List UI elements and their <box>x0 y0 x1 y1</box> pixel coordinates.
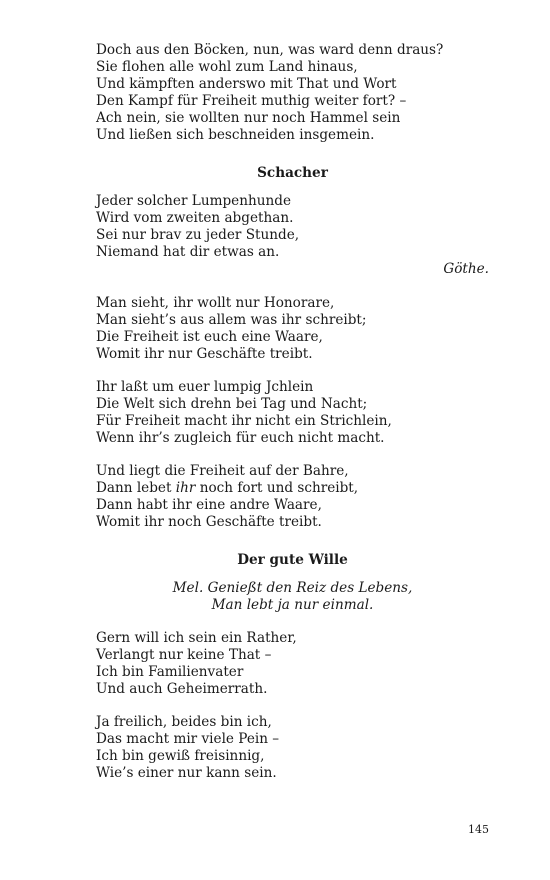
poem-title: Der gute Wille <box>237 552 348 568</box>
motto-line: Sei nur brav zu jeder Stunde, <box>96 227 300 243</box>
verse-line: Doch aus den Böcken, nun, was ward denn draus? <box>96 42 444 58</box>
verse-line: Dann habt ihr eine andre Waare, <box>96 497 322 513</box>
verse-line: Sie flohen alle wohl zum Land hinaus, <box>96 59 358 75</box>
verse-text: noch fort und schreibt, <box>195 480 359 496</box>
verse-line: Man sieht’s aus allem was ihr schreibt; <box>96 312 367 328</box>
verse-line: Und kämpften anderswo mit That und Wort <box>96 76 397 92</box>
verse-line: Und liegt die Freiheit auf der Bahre, <box>96 463 349 479</box>
verse-text: Dann lebet <box>96 480 176 496</box>
verse-line: Ich bin Familienvater <box>96 664 244 680</box>
verse-line: Wenn ihr’s zugleich für euch nicht macht. <box>96 430 385 446</box>
motto-author: Göthe. <box>443 261 489 277</box>
verse-line: Gern will ich sein ein Rather, <box>96 630 297 646</box>
poem-title: Schacher <box>257 165 328 181</box>
verse-line: Wie’s einer nur kann sein. <box>96 765 277 781</box>
motto-line: Wird vom zweiten abgethan. <box>96 210 294 226</box>
verse-line <box>96 480 496 497</box>
melody-line: Mel. Genießt den Reiz des Lebens, <box>172 580 413 596</box>
verse-line: Und auch Geheimerrath. <box>96 681 268 697</box>
verse-line: Ich bin gewiß freisinnig, <box>96 748 265 764</box>
verse-line: Und ließen sich beschneiden insgemein. <box>96 127 375 143</box>
verse-line: Die Freiheit ist euch eine Waare, <box>96 329 323 345</box>
verse-line: Den Kampf für Freiheit muthig weiter fort? – <box>96 93 407 109</box>
verse-line: Ach nein, sie wollten nur noch Hammel sein <box>96 110 401 126</box>
verse-line: Ja freilich, beides bin ich, <box>96 714 272 730</box>
emphasized-word: ihr <box>175 480 196 496</box>
verse-line: Womit ihr nur Geschäfte treibt. <box>96 346 313 362</box>
motto-line: Niemand hat dir etwas an. <box>96 244 280 260</box>
verse-line: Womit ihr noch Geschäfte treibt. <box>96 514 322 530</box>
verse-line: Die Welt sich drehn bei Tag und Nacht; <box>96 396 368 412</box>
motto-line: Jeder solcher Lumpenhunde <box>96 193 291 209</box>
verse-line: Das macht mir viele Pein – <box>96 731 280 747</box>
verse-line: Für Freiheit macht ihr nicht ein Strichlein, <box>96 413 392 429</box>
melody-line: Man lebt ja nur einmal. <box>211 597 374 613</box>
verse-line: Man sieht, ihr wollt nur Honorare, <box>96 295 335 311</box>
verse-line: Verlangt nur keine That – <box>96 647 272 663</box>
page-number: 145 <box>468 823 489 836</box>
verse-line: Ihr laßt um euer lumpig Jchlein <box>96 379 314 395</box>
